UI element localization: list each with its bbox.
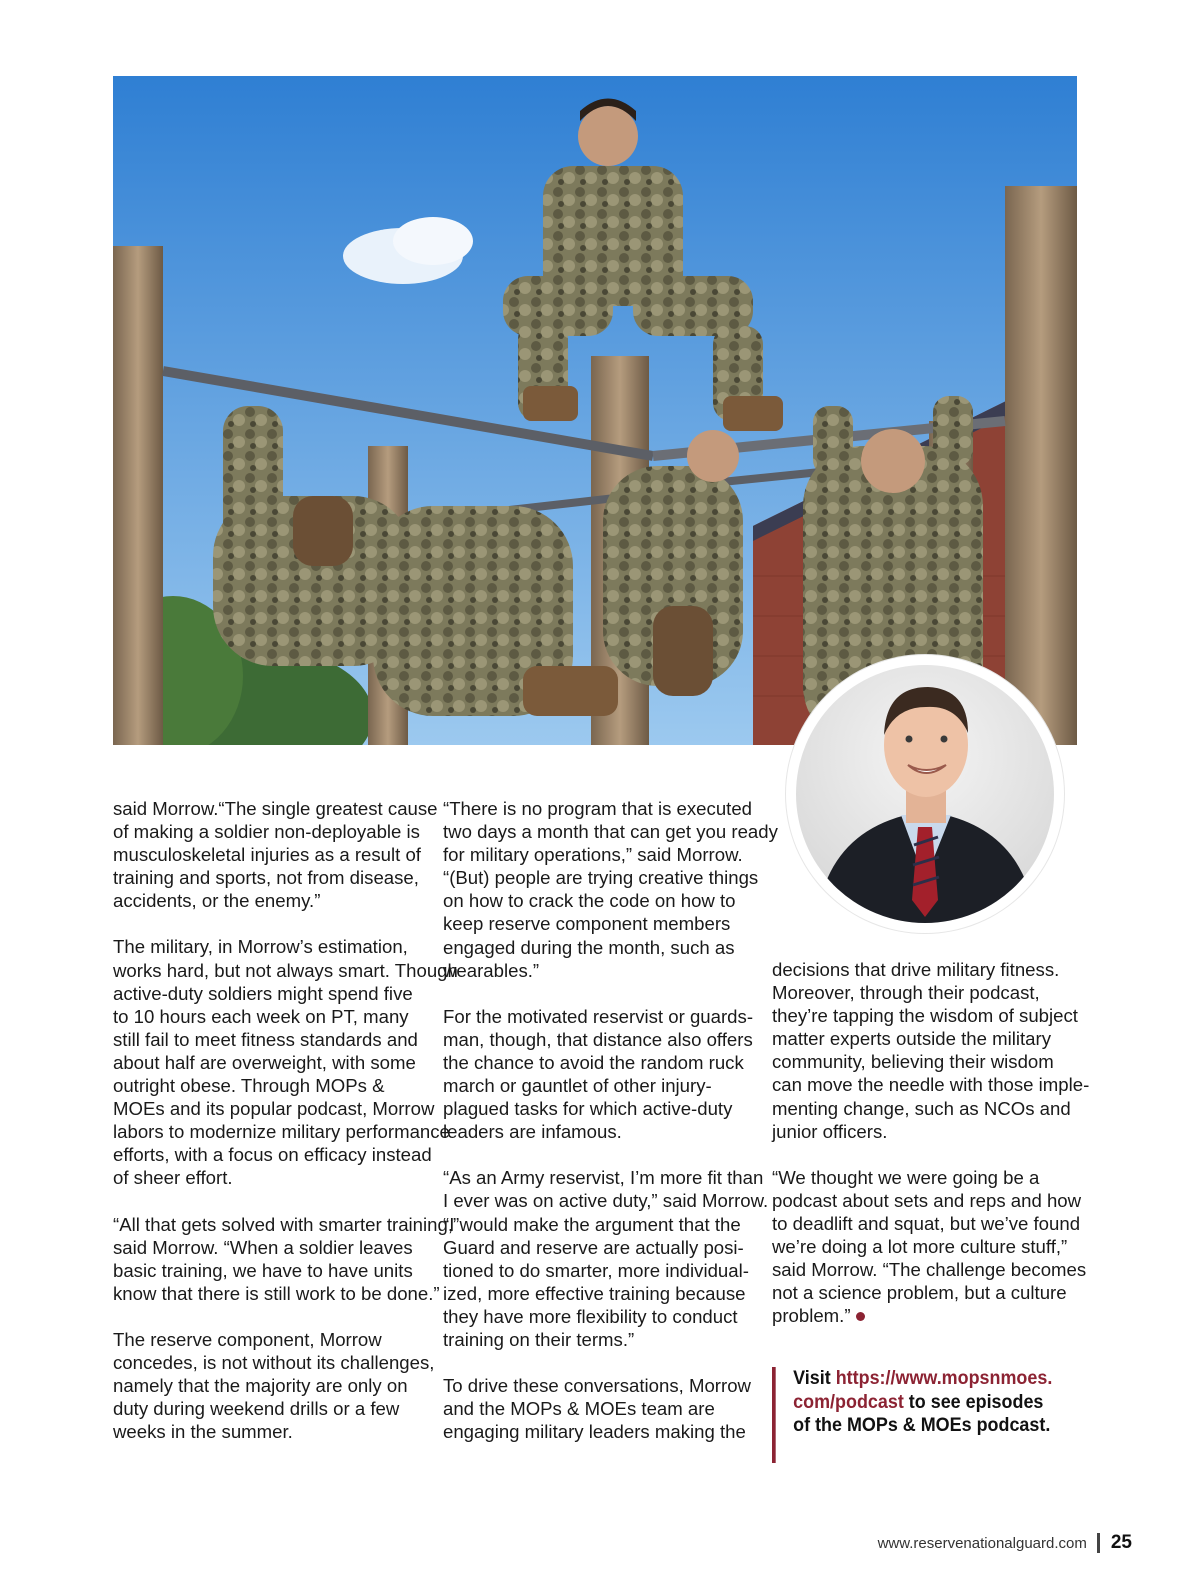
text-line: still fail to meet fitness standards and [113,1028,418,1050]
paragraph [772,1166,1087,1328]
text-fragment: problem.” [772,1305,851,1327]
text-line: the chance to avoid the random ruck [443,1051,744,1073]
paragraph [443,1374,753,1443]
text-line: Guard and reserve are actually posi- [443,1236,744,1258]
text-line: said Morrow.“The single greatest cause [113,798,438,819]
text-line: “There is no program that is executed [443,798,753,819]
text-line [772,1304,1082,1327]
text-line: namely that the majority are only on [113,1375,408,1397]
text-line: musculoskeletal injuries as a result of [113,844,421,866]
text-line: we’re doing a lot more culture stuff,” [772,1236,1068,1258]
text-line: menting change, such as NCOs and [772,1097,1071,1119]
headshot-frame [786,655,1064,933]
text-line: For the motivated reservist or guards- [443,1005,754,1027]
text-line: of making a soldier non-deployable is [113,821,420,843]
callout-line [793,1391,1066,1415]
podcast-callout [772,1367,1066,1463]
text-line: of sheer effort. [113,1167,233,1189]
text-line: on how to crack the code on how to [443,890,736,912]
text-line: “All that gets solved with smarter training,” [113,1213,460,1235]
text-line: duty during weekend drills or a few [113,1398,400,1420]
photo-headshot [796,665,1054,923]
text-line: labors to modernize military performance [113,1121,450,1143]
text-line: for military operations,” said Morrow. [443,844,743,866]
footer-divider [1097,1533,1100,1553]
podcast-link[interactable]: com/podcast [793,1390,904,1413]
text-line: Moreover, through their podcast, [772,982,1040,1004]
article-column-2 [443,797,778,1443]
text-line: weeks in the summer. [113,1421,293,1443]
callout-text: to see episodes [903,1390,1044,1413]
text-line: engaging military leaders making the [443,1421,746,1443]
text-line: “We thought we were going be a [772,1166,1040,1188]
page-footer [878,1530,1132,1556]
text-line: man, though, that distance also offers [443,1028,753,1050]
text-line: about half are overweight, with some [113,1051,416,1073]
text-line: outright obese. Through MOPs & [113,1075,385,1097]
text-line: know that there is still work to be done.” [113,1282,440,1304]
text-line: “As an Army reservist, I’m more fit than [443,1167,764,1189]
text-line: to deadlift and squat, but we’ve found [772,1212,1081,1234]
text-line: active-duty soldiers might spend five [113,982,413,1004]
text-line: I ever was on active duty,” said Morrow. [443,1190,769,1212]
paragraph [443,797,778,982]
text-line: said Morrow. “When a soldier leaves [113,1236,413,1258]
callout-line: of the MOPs & MOEs podcast. [793,1414,1051,1436]
callout-text: Visit [793,1367,836,1389]
page-number: 25 [1110,1532,1132,1553]
paragraph [113,1213,460,1305]
paragraph [113,1328,435,1443]
paragraph [113,935,458,1189]
article-column-3 [772,958,1090,1327]
text-line: decisions that drive military fitness. [772,959,1060,980]
article-column-1 [113,797,460,1443]
text-line: The reserve component, Morrow [113,1328,382,1350]
text-line: To drive these conversations, Morrow [443,1375,751,1397]
text-line: to 10 hours each week on PT, many [113,1005,409,1027]
text-line: tioned to do smarter, more individual- [443,1259,749,1281]
text-line: MOEs and its popular podcast, Morrow [113,1098,435,1120]
text-line: engaged during the month, such as [443,936,735,958]
text-line: two days a month that can get you ready [443,821,778,843]
text-line: community, believing their wisdom [772,1051,1054,1073]
text-line: wearables.” [443,959,540,981]
feature-photo [113,76,1077,745]
paragraph [113,797,438,912]
text-line: podcast about sets and reps and how [772,1189,1082,1211]
text-line: training and sports, not from disease, [113,867,419,889]
text-line: not a science problem, but a culture [772,1282,1067,1304]
text-line: junior officers. [772,1120,888,1142]
text-line: matter experts outside the military [772,1028,1052,1050]
text-line: can move the needle with those imple- [772,1074,1090,1096]
text-line: concedes, is not without its challenges, [113,1351,435,1373]
text-line: basic training, we have to have units [113,1259,413,1281]
text-line: “I would make the argument that the [443,1213,741,1235]
footer-website-link[interactable]: www.reservenationalguard.com [877,1534,1087,1552]
text-line: ized, more effective training because [443,1282,746,1304]
text-line: said Morrow. “The challenge becomes [772,1259,1087,1281]
text-line: they have more flexibility to conduct [443,1305,738,1327]
text-line: and the MOPs & MOEs team are [443,1398,715,1420]
text-line: works hard, but not always smart. Though [113,959,458,981]
podcast-link[interactable]: https://www.mopsnmoes. [835,1367,1053,1389]
text-line: keep reserve component members [443,913,731,935]
text-line: accidents, or the enemy.” [113,890,321,912]
end-of-article-bullet-icon [856,1312,865,1321]
text-line: “(But) people are trying creative things [443,867,759,889]
text-line: leaders are infamous. [443,1121,622,1143]
callout-line [793,1367,1066,1391]
paragraph [772,958,1090,1143]
paragraph [443,1005,753,1144]
text-line: efforts, with a focus on efficacy instead [113,1144,432,1166]
text-line: plagued tasks for which active-duty [443,1098,733,1120]
text-line: they’re tapping the wisdom of subject [772,1005,1078,1027]
text-line: training on their terms.” [443,1328,635,1350]
text-line: march or gauntlet of other injury- [443,1075,712,1097]
photo-soldiers-pullups [113,76,1077,745]
text-line: The military, in Morrow’s estimation, [113,936,408,958]
paragraph [443,1166,769,1351]
